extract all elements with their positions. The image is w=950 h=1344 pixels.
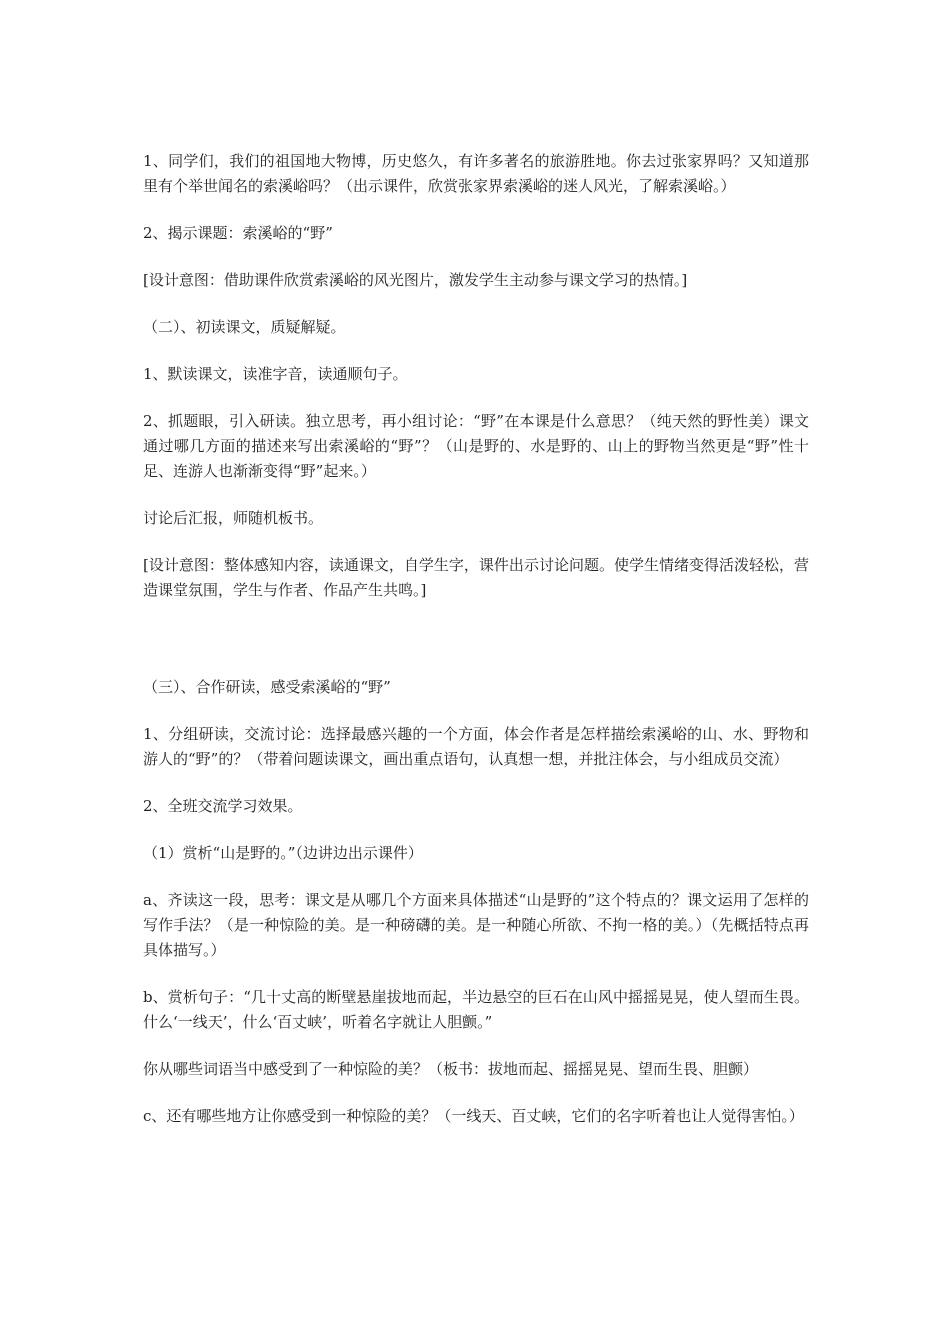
- paragraph-report: 讨论后汇报，师随机板书。: [143, 509, 324, 527]
- paragraph-design-intent-1: [设计意图：借助课件欣赏索溪峪的风光图片，激发学生主动参与课文学习的热情。]: [143, 271, 688, 289]
- paragraph-design-intent-2: [设计意图：整体感知内容，读通课文，自学生字，课件出示讨论问题。使学生情绪变得活泼轻松，营造课堂氛围，学生与作者、作品产生共鸣。]: [143, 556, 809, 599]
- paragraph-word-question: 你从哪些词语当中感受到了一种惊险的美？（板书：拔地而起、摇摇晃晃、望而生畏、胆颤）: [143, 1060, 759, 1078]
- paragraph-key-word-study: 2、抓题眼，引入研读。独立思考，再小组讨论：“野”在本课是什么意思？（纯天然的野性美）课文通过哪几方面的描述来写出索溪峪的“野”？（山是野的、水是野的、山上的野物当然更是“野”性十足、连游人也渐渐变得“野”起来。）: [143, 412, 809, 480]
- paragraph-reveal-title: 2、揭示课题：索溪峪的“野”: [143, 224, 333, 242]
- paragraph-group-study: 1、分组研读，交流讨论：选择最感兴趣的一个方面，体会作者是怎样描绘索溪峪的山、水、野物和游人的“野”的？（带着问题读课文，画出重点语句，认真想一想，并批注体会，与小组成员交流）: [143, 725, 809, 768]
- section-heading-3: （三）、合作研读，感受索溪峪的“野”: [143, 678, 391, 696]
- section-heading-2: （二）、初读课文，质疑解疑。: [143, 318, 346, 336]
- document-body: [143, 149, 809, 1151]
- paragraph-class-exchange: 2、全班交流学习效果。: [143, 797, 303, 815]
- paragraph-item-c: c、还有哪些地方让你感受到一种惊险的美？（一线天、百丈峡，它们的名字听着也让人觉得害怕。）: [143, 1107, 804, 1125]
- paragraph-item-a: a、齐读这一段，思考：课文是从哪几个方面来具体描述“山是野的”这个特点的？课文运用了怎样的写作手法？（是一种惊险的美。是一种磅礴的美。是一种随心所欲、不拘一格的美。）（先概括特点再具体描写。）: [143, 891, 809, 959]
- paragraph-mountain-analysis: （1）赏析“山是野的。”（边讲边出示课件）: [143, 844, 423, 862]
- paragraph-intro-question: 1、同学们，我们的祖国地大物博，历史悠久，有许多著名的旅游胜地。你去过张家界吗？又知道那里有个举世闻名的索溪峪吗？（出示课件，欣赏张家界索溪峪的迷人风光，了解索溪峪。）: [143, 152, 809, 195]
- paragraph-silent-reading: 1、默读课文，读准字音，读通顺句子。: [143, 365, 408, 383]
- paragraph-item-b: b、赏析句子：“几十丈高的断壁悬崖拔地而起，半边悬空的巨石在山风中摇摇晃晃，使人望而生畏。什么‘一线天’，什么‘百丈峡’，听着名字就让人胆颤。”: [143, 988, 809, 1031]
